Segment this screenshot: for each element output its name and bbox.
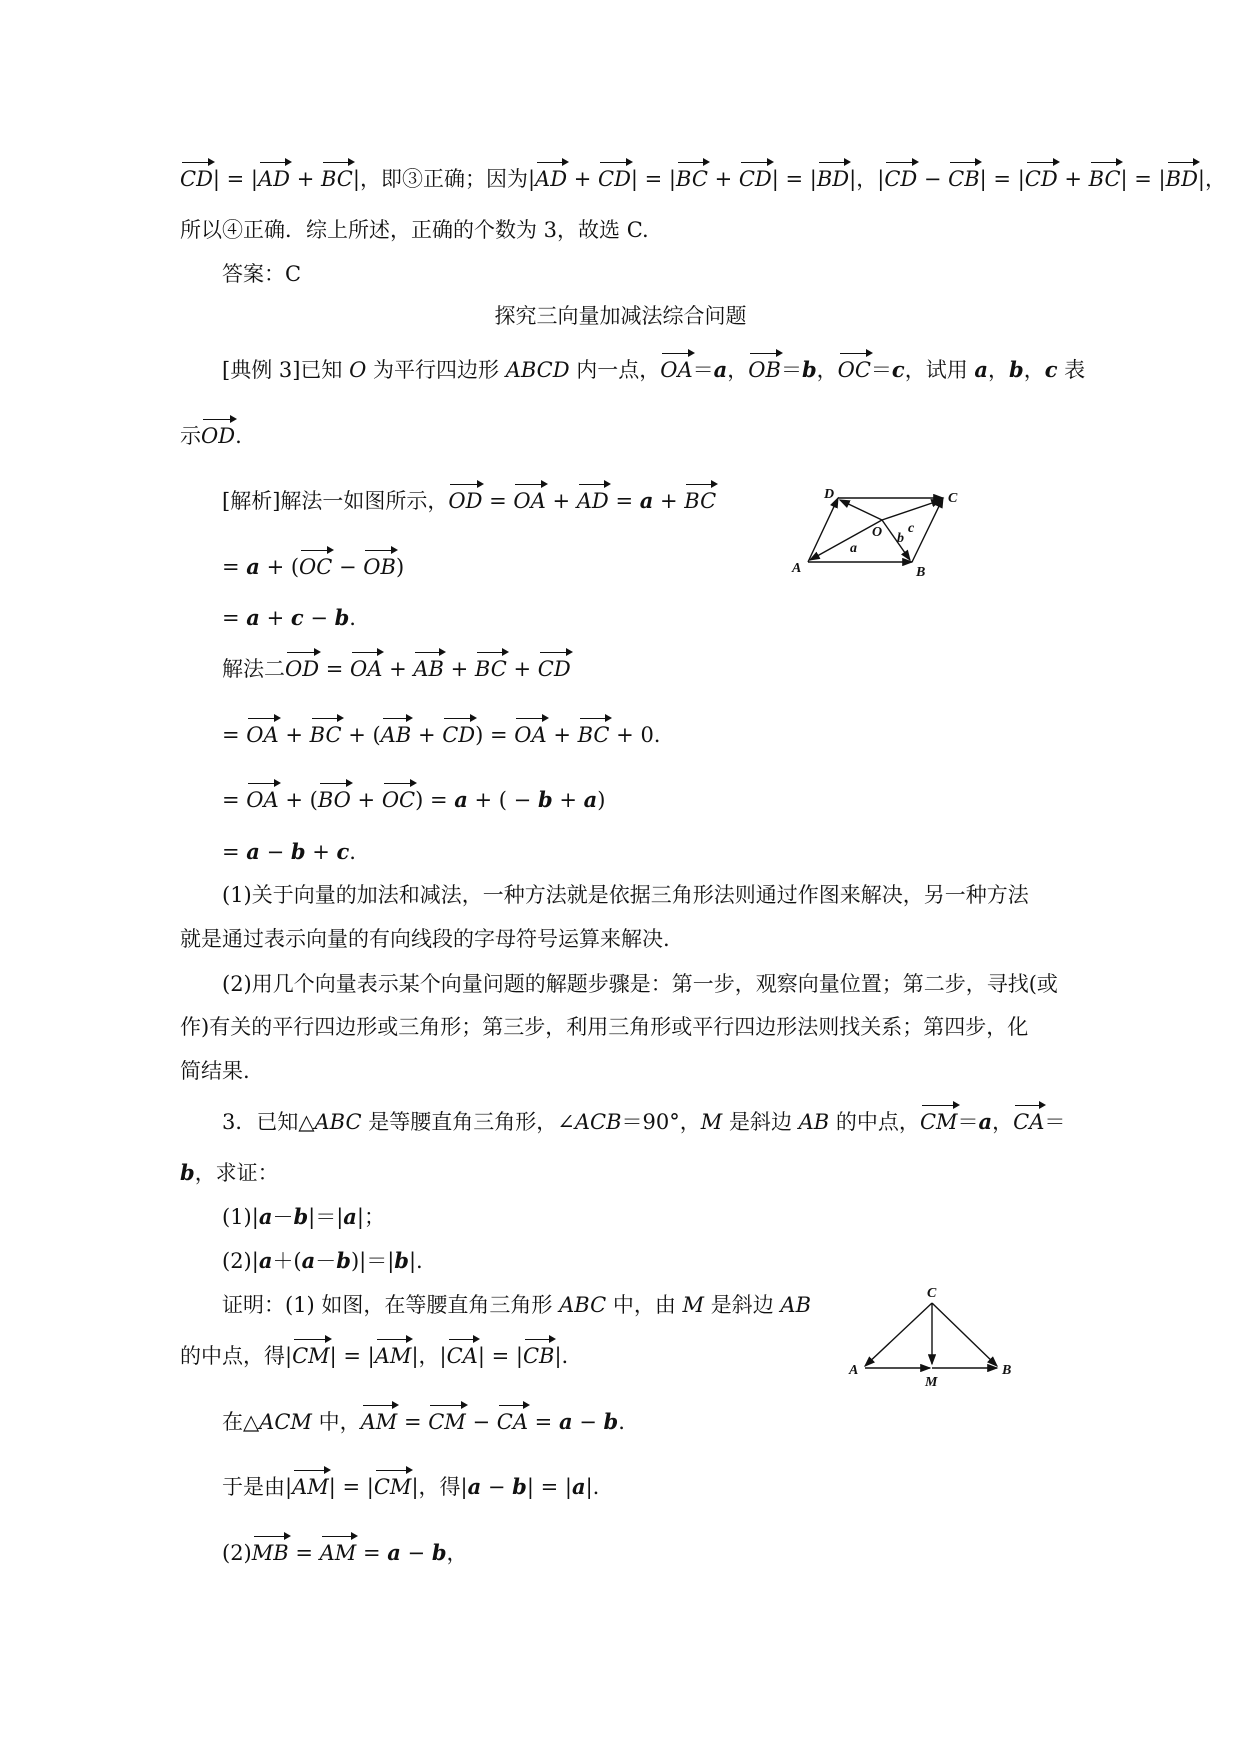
text-line: = a − b + c. [222, 839, 356, 864]
text-line: = a + (OC − OB) [222, 554, 405, 579]
label-D: D [824, 487, 835, 502]
section-heading: 探究三向量加减法综合问题 [494, 304, 747, 328]
text-line: 示OD. [180, 424, 242, 448]
text-line: 3．已知△ABC 是等腰直角三角形，∠ACB＝90°，M 是斜边 AB 的中点，CM＝a，CA＝ [222, 1109, 1066, 1134]
vector-CB [932, 1303, 997, 1366]
text-line: 所以④正确．综上所述，正确的个数为 3，故选 C. [180, 218, 649, 242]
text-line: (1)|a－b|＝|a|； [222, 1204, 385, 1229]
label-C: C [948, 491, 958, 506]
text-line: 简结果. [180, 1059, 250, 1083]
text-line: 就是通过表示向量的有向线段的字母符号运算来解决. [180, 927, 670, 951]
label-A: A [792, 561, 802, 576]
vector-OB [882, 520, 910, 560]
text-line: 证明：(1) 如图，在等腰直角三角形 ABC 中，由 M 是斜边 AB [222, 1293, 812, 1317]
text-line: (1)关于向量的加法和减法，一种方法就是依据三角形法则通过作图来解决，另一种方法 [222, 883, 1029, 907]
text-line: b，求证： [180, 1160, 279, 1185]
text-line: 作)有关的平行四边形或三角形；第三步，利用三角形或平行四边形法则找关系；第四步，化 [180, 1015, 1029, 1039]
text-line: 于是由|AM| = |CM|，得|a − b| = |a|. [222, 1474, 600, 1499]
label-B: B [916, 565, 926, 580]
text-line: (2)MB = AM = a − b， [222, 1540, 468, 1565]
text-line: = OA + (BO + OC) = a + ( − b + a) [222, 787, 606, 812]
text-line: 答案：C [222, 262, 302, 286]
label-b: b [897, 531, 904, 546]
text-line: CD| = |AD + BC|，即③正确；因为|AD + CD| = |BC + CD| = |BD|，|CD − CB| = |CD + BC| = |BD|， [180, 167, 1226, 191]
label-a: a [850, 541, 857, 556]
text-line: = OA + BC + (AB + CD) = OA + BC + 0. [222, 723, 661, 747]
text-line: (2)|a＋(a－b)|＝|b|. [222, 1248, 423, 1273]
label-C: C [927, 1286, 937, 1301]
parallelogram-figure [790, 480, 980, 580]
text-line: [典例 3]已知 O 为平行四边形 ABCD 内一点，OA＝a，OB＝b，OC＝c，试用 a，b，c 表 [222, 357, 1086, 382]
label-A: A [849, 1363, 859, 1378]
vector-OC [882, 500, 941, 520]
text-line: 在△ACM 中，AM = CM − CA = a − b. [222, 1409, 625, 1434]
label-O: O [872, 525, 883, 540]
triangle-figure [845, 1283, 1020, 1393]
vector-OD [840, 500, 882, 520]
text-line: 解法二OD = OA + AB + BC + CD [222, 657, 571, 681]
text-line: 的中点，得|CM| = |AM|，|CA| = |CB|. [180, 1344, 569, 1368]
label-M: M [925, 1375, 938, 1390]
label-c: c [908, 521, 915, 536]
vector-CA [865, 1303, 932, 1366]
text-line: (2)用几个向量表示某个向量问题的解题步骤是：第一步，观察向量位置；第二步，寻找(或 [222, 972, 1058, 996]
text-line: = a + c − b. [222, 605, 356, 630]
text-line: [解析]解法一如图所示，OD = OA + AD = a + BC [222, 488, 717, 513]
label-B: B [1002, 1363, 1012, 1378]
